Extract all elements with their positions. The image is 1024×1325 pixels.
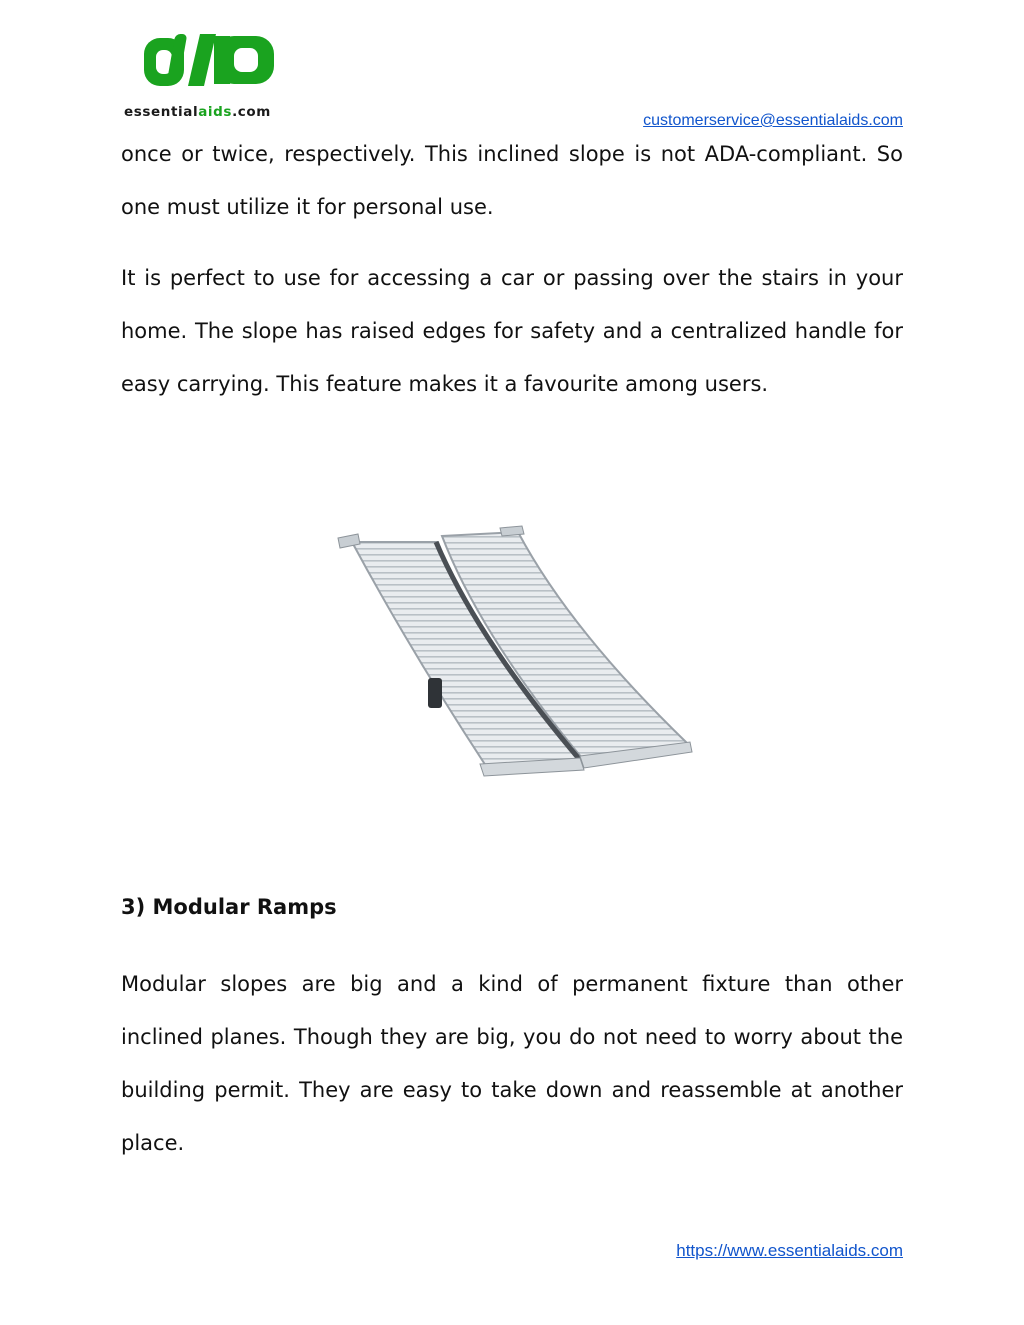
page-content <box>121 128 903 396</box>
paragraph-1: once or twice, respectively. This inclined slope is not ADA-compliant. So one must utilize it for personal use. <box>121 142 903 219</box>
folding-ramp-image <box>330 520 700 780</box>
customer-service-email-link[interactable]: customerservice@essentialaids.com <box>643 112 903 129</box>
essentialaids-logo <box>124 30 296 122</box>
logo-wordmark: essentialaids.com <box>124 104 271 120</box>
paragraph-3: Modular slopes are big and a kind of permanent fixture than other inclined planes. Though they are big, you do not need to worry about the building permit. They are easy to take down and reassemble at another place. <box>121 972 903 1155</box>
section-heading-modular-ramps: 3) Modular Ramps <box>121 895 337 919</box>
website-footer-link[interactable]: https://www.essentialaids.com <box>676 1241 903 1260</box>
logo-mark-icon <box>142 30 280 92</box>
paragraph-2: It is perfect to use for accessing a car or passing over the stairs in your home. The slope has raised edges for safety and a centralized handle for easy carrying. This feature makes it a favourite among users. <box>121 266 903 396</box>
